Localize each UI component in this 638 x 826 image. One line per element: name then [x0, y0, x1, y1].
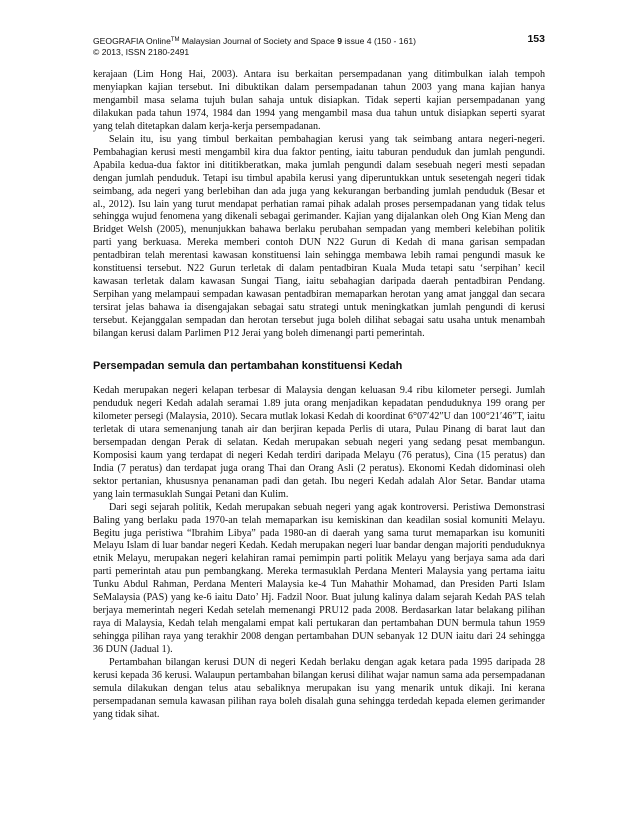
copyright-line: © 2013, ISSN 2180-2491 [93, 47, 190, 57]
running-header [93, 35, 545, 58]
journal-title: Malaysian Journal of Society and Space [179, 36, 338, 46]
section-heading: Persempadan semula dan pertambahan konstituensi Kedah [93, 360, 403, 373]
paragraph: Dari segi sejarah politik, Kedah merupakan sebuah negeri yang agak kontroversi. Peristiwa Demonstrasi Baling yang berlaku pada 1970-an telah memaparkan isu kemiskinan dan keadilan sosial komuniti Melayu. Begitu juga peristiwa “Ibrahim Libya” pada 1980-an di daerah yang sama turut memaparkan isu komuniti Melayu Islam di luar bandar negeri Kedah. Kedah merupakan negeri luar bandar dengan majoriti penduduknya etnik Melayu, merupakan negeri kelahiran ramai pemimpin parti politik Melayu yang berjaya sama ada dari parti pemerintah atau pun pembangkang. Mereka termasuklah Perdana Menteri Malaysia yang pertama iaitu Tunku Abdul Rahman, Perdana Menteri Malaysia ke-4 Tun Mahathir Mohamad, dan Presiden Parti Islam SeMalaysia (PAS) yang ke-6 iaitu Dato’ Hj. Fadzil Noor. Buat julung kalinya dalam sejarah Kedah PAS telah berjaya memerintah negeri Kedah setelah memenangi PRU12 pada 2008. Berdasarkan latar belakang pilihan raya di Malaysia, Kedah telah mengalami empat kali pertukaran dan pertambahan DUN bermula tahun 1959 sehingga pilihan raya yang terakhir 2008 dengan pertambahan DUN sebanyak 12 DUN iaitu dari 24 sehingga 36 DUN (Jadual 1). [93, 501, 545, 656]
article-body [93, 69, 545, 722]
page-number: 153 [527, 33, 545, 45]
paragraph: Kedah merupakan negeri kelapan terbesar di Malaysia dengan keluasan 9.4 ribu kilometer persegi. Jumlah penduduk negeri Kedah adalah seramai 1.89 juta orang menjadikan kepadatan penduduknya 199 orang per kilometer persegi (Malaysia, 2010). Secara mutlak lokasi Kedah di koordinat 6°07′42″U dan 100°21′46″T, iaitu terletak di utara semenanjung tanah air dan berjiran kepada Perlis di utara, Pulau Pinang di barat laut dan bersempadan dengan Perak di selatan. Kedah merupakan sebuah negeri yang sedang pesat membangun. Komposisi kaum yang terdapat di negeri Kedah terdiri daripada Melayu (76 peratus), Cina (15 peratus) dan India (7 peratus) dan terdapat juga orang Thai dan Orang Asli (2 peratus). Ekonomi Kedah didominasi oleh sektor pertanian, khususnya penanaman padi dan getah. Ibu negeri Kedah adalah Alor Setar. Bandar utama yang lain termasuklah Sungai Petani dan Kulim. [93, 385, 545, 500]
issue-pages: issue 4 (150 - 161) [341, 36, 417, 46]
volume: 9 [337, 36, 342, 46]
paragraph: Selain itu, isu yang timbul berkaitan pembahagian kerusi yang tak seimbang antara negeri-negeri. Pembahagian kerusi mesti mengambil kira dua faktor penting, iaitu taburan penduduk dan jumlah pengundi. Apabila kedua-dua faktor ini dititikberatkan, maka jumlah pengundi dalam sesebuah negeri mesti sepadan dengan jumlah penduduk. Tetapi isu timbul apabila kerusi yang diperuntukkan untuk sesetengah negeri tidak seimbang, ada negeri yang berlebihan dan ada juga yang kekurangan berbanding jumlah penduduk (Besar et al., 2012). Isu lain yang turut mendapat perhatian ramai pihak adalah proses persempadanan yang tidak telus sehingga wujud fenomena yang dikenali sebagai gerimander. Kajian yang dijalankan oleh Ong Kian Meng dan Bridget Welsh (2005), menunjukkan bahawa berlaku perubahan sempadan yang memberi kelebihan politik parti yang berkuasa. Mereka memberi contoh DUN N22 Gurun di Kedah di mana garisan sempadan pentadbiran telah merentasi kawasan konstituensi lain sehingga membawa lebih ramai pengundi masuk ke konstituensi tersebut. N22 Gurun terletak di dalam pentadbiran Kuala Muda tetapi satu ‘serpihan’ kecil kawasan terletak dalam kawasan Sungai Tiang, iaitu sebahagian daripada daerah pentadbiran Pendang. Serpihan yang melampaui sempadan kawasan pentadbiran memaparkan herotan yang amat janggal dan secara tersirat jelas bahawa ia disengajakan sebagai satu strategi untuk meningkatkan jumlah pengundi di kerusi tersebut. Kejanggalan sempadan dan herotan tersebut juga boleh dilihat sebagai satu usaha untuk menambah bilangan kerusi dalam Parlimen P12 Jerai yang boleh dimenangi parti pemerintah. [93, 133, 545, 340]
journal-citation [93, 35, 545, 47]
trademark: TM [170, 37, 180, 43]
paragraph: Pertambahan bilangan kerusi DUN di negeri Kedah berlaku dengan agak ketara pada 1995 daripada 28 kerusi kepada 36 kerusi. Walaupun pertambahan bilangan kerusi dilihat wajar namun sama ada persempadanan semula dilakukan dengan telus atau sebaliknya merupakan isu yang menarik untuk dikaji. Ini kerana persempadanan semula kawasan pilihan raya boleh disalah guna sehingga terdedah kepada elemen gerimander yang tidak sihat. [93, 657, 545, 720]
paragraph: kerajaan (Lim Hong Hai, 2003). Antara isu berkaitan persempadanan yang ditimbulkan ialah tempoh menyiapkan kajian tersebut. Ini dibuktikan dalam persempadanan tahun 2003 yang mana kajian hanya mengambil masa selama tujuh bulan sahaja untuk disiapkan. Tidak seperti kajian persempadanan yang dilakukan pada tahun 1974, 1984 dan 1994 yang mengambil masa dua tahun untuk disiapkan seperti syarat yang telah ditetapkan dalam kerja-kerja persempadanan. [93, 69, 545, 132]
journal-prefix: GEOGRAFIA Online [93, 36, 171, 46]
